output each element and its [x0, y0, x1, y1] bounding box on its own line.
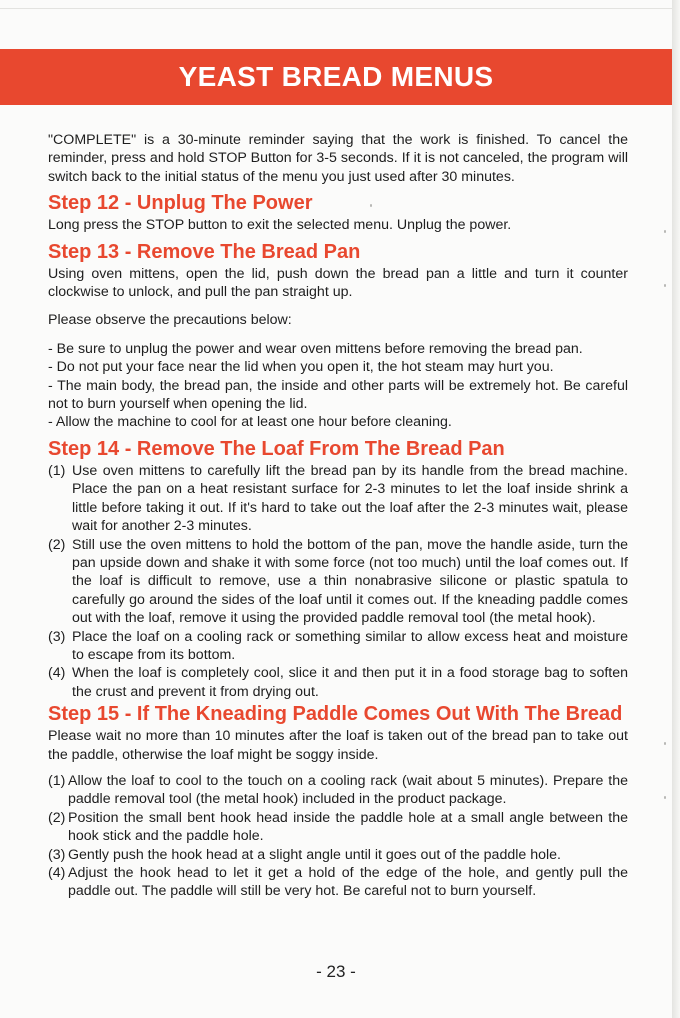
list-item-text: Place the loaf on a cooling rack or something similar to allow excess heat and moisture to escape from its bottom.: [72, 628, 628, 663]
precaution-item: - Allow the machine to cool for at least one hour before cleaning.: [48, 414, 452, 431]
list-item-number: (3): [48, 628, 66, 645]
precautions-intro: Please observe the precautions below:: [48, 312, 292, 329]
list-item-text: Position the small bent hook head inside the paddle hole at a small angle between the hook stick and the paddle hole.: [68, 809, 628, 845]
step-15-list: [48, 772, 628, 901]
step-14-list: [48, 462, 628, 701]
list-item-text: When the loaf is completely cool, slice it and then put it in a food storage bag to soften the crust and prevent it from drying out.: [72, 665, 628, 700]
paper-speck: [664, 230, 666, 233]
precaution-item: - Do not put your face near the lid when you open it, the hot steam may hurt you.: [48, 359, 554, 376]
intro-paragraph: "COMPLETE" is a 30-minute reminder saying that the work is finished. To cancel the reminder, press and hold STOP Button for 3-5 seconds. If it is not canceled, the program will switch back to the initial status of the menu you just used after 30 minutes.: [48, 132, 628, 185]
list-item: [48, 846, 628, 864]
section-banner: [0, 49, 672, 105]
precautions-list: [48, 340, 628, 432]
list-item-text: Adjust the hook head to let it get a hold of the edge of the hole, and gently pull the paddle out. The paddle will still be very hot. Be careful not to burn yourself.: [68, 865, 628, 900]
paper-speck: [370, 204, 372, 207]
list-item: [48, 536, 628, 628]
list-item: [48, 628, 628, 665]
list-item-number: (2): [48, 536, 66, 553]
page-edge: [672, 0, 680, 1018]
step-12-heading: Step 12 - Unplug The Power: [48, 192, 313, 215]
list-item: [48, 809, 628, 846]
paper-speck: [664, 796, 666, 799]
list-item-number: (3): [48, 846, 66, 863]
precaution-item: - Be sure to unplug the power and wear oven mittens before removing the bread pan.: [48, 340, 583, 357]
precaution-item: - The main body, the bread pan, the inside and other parts will be extremely hot. Be careful not to burn yourself when opening the lid.: [48, 377, 628, 413]
paper-speck: [664, 284, 666, 287]
list-item: [48, 864, 628, 901]
step-12-text: Long press the STOP button to exit the selected menu. Unplug the power.: [48, 217, 512, 234]
list-item: [48, 664, 628, 701]
step-15-text: Please wait no more than 10 minutes after the loaf is taken out of the bread pan to take out the paddle, otherwise the loaf might be soggy inside.: [48, 728, 628, 763]
step-15-heading: Step 15 - If The Kneading Paddle Comes Out With The Bread: [48, 703, 623, 726]
step-13-text: Using oven mittens, open the lid, push down the bread pan a little and turn it counter clockwise to unlock, and pull the pan straight up.: [48, 265, 628, 301]
list-item-number: (4): [48, 665, 66, 682]
top-rule: [0, 8, 672, 9]
list-item-text: Use oven mittens to carefully lift the bread pan by its handle from the bread machine. Place the pan on a heat resistant surface for 2-3 minutes to let the loaf inside shrink a little before taking it out. If it's hard to take out the loaf after the 2-3 minutes wait, please wait for another 2-3 minutes.: [72, 462, 628, 535]
list-item-number: (2): [48, 809, 66, 826]
page-content: [48, 131, 628, 901]
list-item-text: Still use the oven mittens to hold the bottom of the pan, move the handle aside, turn the pan upside down and shake it with some force (not too much) until the loaf comes out. If the loaf is difficult to remove, use a thin nonabrasive silicone or plastic spatula to carefully go around the sides of the loaf until it comes out. If the kneading paddle comes out with the loaf, remove it using the provided paddle removal tool (the metal hook).: [72, 536, 628, 627]
list-item-number: (4): [48, 865, 66, 881]
list-item: [48, 772, 628, 809]
list-item-text: Gently push the hook head at a slight angle until it goes out of the paddle hole.: [68, 846, 561, 863]
list-item-number: (1): [48, 772, 66, 789]
step-14-heading: Step 14 - Remove The Loaf From The Bread Pan: [48, 437, 505, 460]
list-item-text: Allow the loaf to cool to the touch on a cooling rack (wait about 5 minutes). Prepare the paddle removal tool (the metal hook) included in the product package.: [68, 772, 628, 808]
paper-speck: [664, 742, 666, 745]
step-13-heading: Step 13 - Remove The Bread Pan: [48, 240, 361, 263]
page-number: - 23 -: [316, 962, 356, 981]
list-item: [48, 462, 628, 536]
page-title: YEAST BREAD MENUS: [178, 61, 494, 92]
list-item-number: (1): [48, 462, 66, 479]
